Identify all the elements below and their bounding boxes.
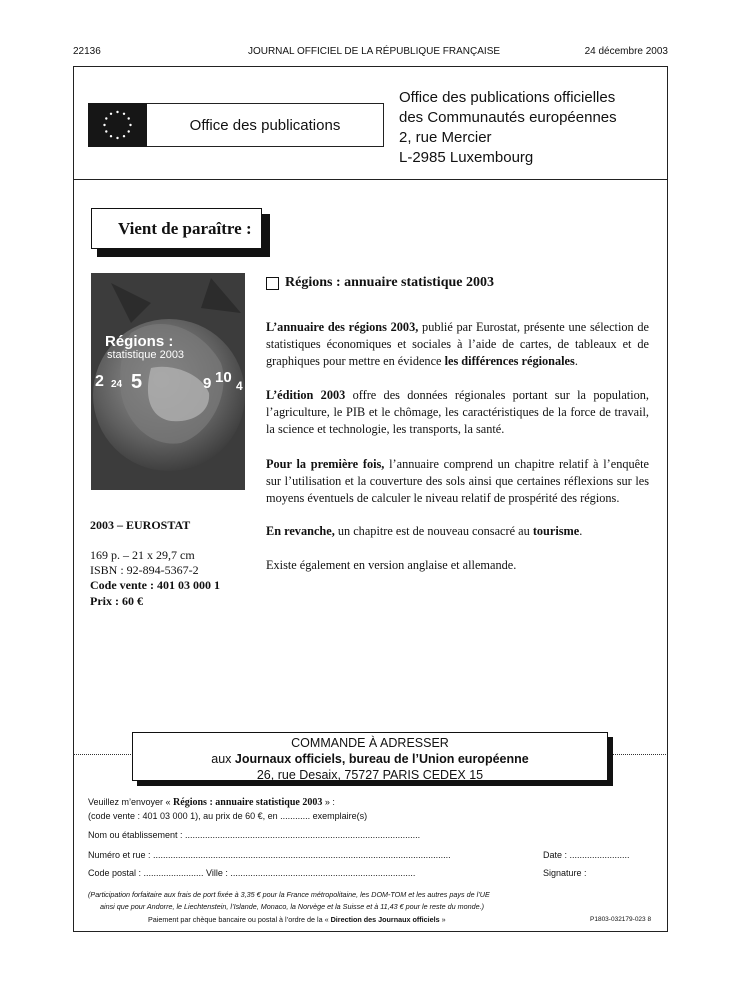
text: » [439,915,446,924]
form-quantity-line[interactable]: (code vente : 401 03 000 1), au prix de 60 €, en ............ exemplaire(s) [88,811,368,821]
form-date-field[interactable]: Date : ........................ [543,850,630,860]
emphasis: Régions : annuaire statistique 2003 [173,797,323,808]
text: offre des données régionales portant sur la population, l’agriculture, le PIB et le chômage, les caractéristiques de la force de travail, la science et technologie, les transports, la santé. [266,388,649,436]
reference-code: P1803-032179-023 8 [590,916,652,923]
emphasis: En revanche, [266,524,335,538]
text: publié par Eurostat, présente une sélection de statistiques économiques et sociales à l’aide de cartes, de tableaux et de graphiques pour mettre en évidence [266,320,649,368]
text: » : [322,797,335,807]
text: . [574,354,578,368]
cover-number: 2 [95,373,104,390]
cover-number: 9 [203,375,212,392]
form-name-field[interactable]: Nom ou établissement : .............................................................................................. [88,830,421,840]
form-postal-city-field[interactable]: Code postal : ........................ Ville : .......................................................................... [88,868,416,878]
text: Veuillez m’envoyer « [88,797,174,807]
eu-flag-icon [88,103,147,147]
header-divider [73,179,667,180]
shipping-footnote: (Participation forfaitaire aux frais de port fixée à 3,35 € pour la France métropolitaine, les DOM-TOM et les autres pays de l’UE [88,890,490,899]
form-street-field[interactable]: Numéro et rue : ....................................................................................................................... [88,850,451,860]
cut-line [73,754,131,755]
cover-number: 24 [111,379,123,390]
book-edition: 2003 – EUROSTAT [90,518,191,532]
text: . [579,524,583,538]
book-cover-image [91,273,245,490]
cover-number: 10 [215,369,232,386]
description-paragraph [266,456,649,507]
emphasis: L’annuaire des régions 2003, [266,320,419,334]
announcement-label [91,208,262,249]
book-title-text: Régions : annuaire statistique 2003 [285,275,494,290]
order-address-box [132,732,608,781]
issue-date: 24 décembre 2003 [584,46,668,57]
publisher-box [147,103,384,147]
description-paragraph [266,319,649,370]
emphasis: Pour la première fois, [266,457,385,471]
journal-title: JOURNAL OFFICIEL DE LA RÉPUBLIQUE FRANÇAISE [247,46,501,57]
cover-subtitle: statistique 2003 [107,349,185,361]
order-recipient [133,751,607,767]
address-line: 2, rue Mercier [399,129,492,146]
description-paragraph [266,387,649,438]
book-isbn: ISBN : 92-894-5367-2 [90,563,199,577]
emphasis: L’édition 2003 [266,388,346,402]
page-number: 22136 [73,46,101,57]
form-signature-field[interactable]: Signature : [543,868,587,878]
language-note: Existe également en version anglaise et allemande. [266,558,517,572]
emphasis: les différences régionales [444,354,575,368]
text: l’annuaire comprend un chapitre relatif à l’enquête sur l’utilisation et la couverture des sols ainsi que certaines réflexions sur les moyens éventuels de calculer le niveau relatif de prospérité des régions. [266,457,649,505]
text: aux [211,752,235,766]
publisher-box-label: Office des publications [189,116,341,134]
form-request [88,797,335,808]
book-format: 169 p. – 21 x 29,7 cm [90,548,195,562]
order-heading: COMMANDE À ADRESSER [291,736,449,750]
cover-number: 5 [131,371,143,393]
book-title [266,275,494,291]
emphasis: tourisme [532,524,580,538]
announcement-text: Vient de paraître : [118,218,252,238]
cut-line [612,754,666,755]
address-line: L-2985 Luxembourg [399,149,534,166]
cover-number: 4 [236,379,243,393]
payment-note [148,915,446,924]
emphasis: Direction des Journaux officiels [330,915,440,924]
address-line: Office des publications officielles [399,89,616,106]
book-sales-code: Code vente : 401 03 000 1 [90,578,220,592]
text: un chapitre est de nouveau consacré au [334,524,533,538]
description-paragraph [266,523,649,540]
text: Paiement par chèque bancaire ou postal à l’ordre de la « [148,915,331,924]
shipping-footnote: ainsi que pour Andorre, le Liechtenstein, l’Islande, Monaco, la Norvège et la Suisse et à 11,43 € pour le reste du monde.) [100,902,484,911]
checkbox-icon [266,277,279,290]
emphasis: Journaux officiels, bureau de l’Union européenne [234,752,529,766]
cover-title: Régions : [105,333,174,350]
book-price: Prix : 60 € [90,594,143,608]
order-street: 26, rue Desaix, 75727 PARIS CEDEX 15 [256,768,484,782]
publisher-address [399,88,617,168]
address-line: des Communautés européennes [399,109,617,126]
